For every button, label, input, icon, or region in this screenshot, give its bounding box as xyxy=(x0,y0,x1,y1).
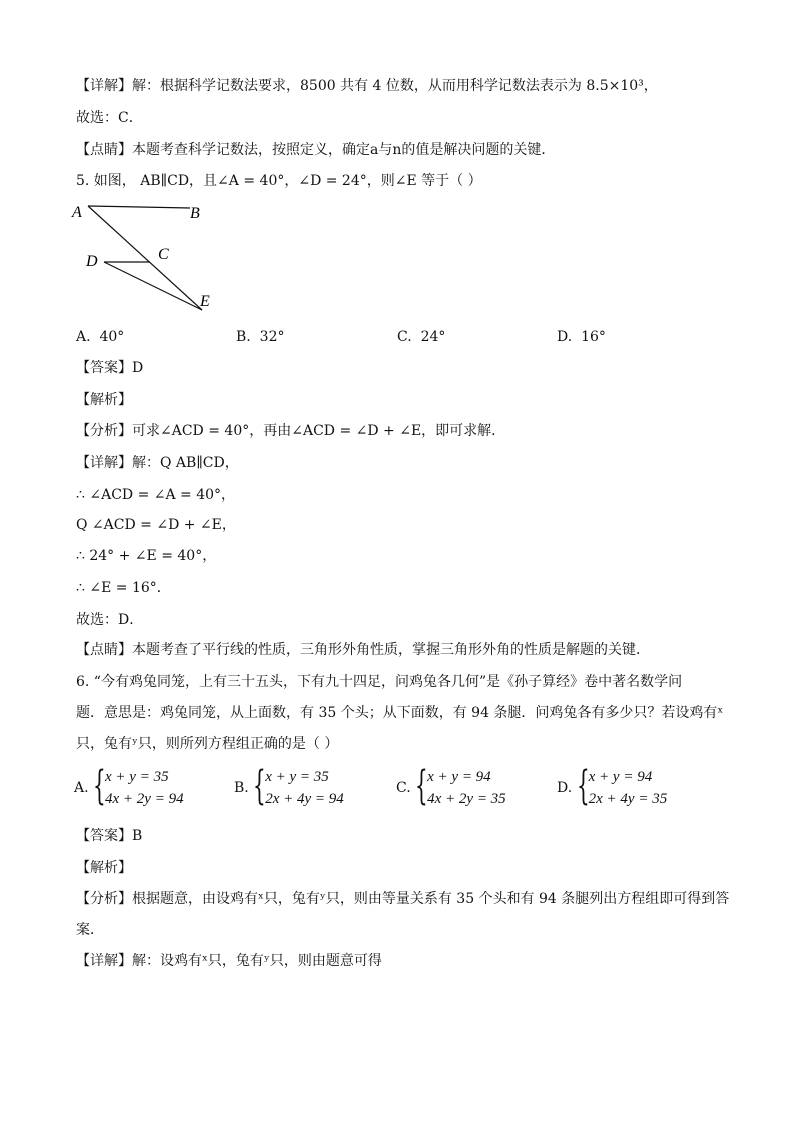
point-label-c: C xyxy=(158,246,169,263)
q5-stem: 5. 如图， AB∥CD，且∠A = 40°，∠D = 24°，则∠E 等于（ ） xyxy=(76,173,482,189)
line-11: ∴ 24° + ∠E = 40°， xyxy=(76,548,217,564)
q5-option-a xyxy=(76,327,124,347)
q5-option-b xyxy=(236,327,284,347)
q5-option-d xyxy=(557,327,606,347)
equation-system xyxy=(93,763,184,810)
equation-system xyxy=(415,763,506,810)
line-6: 【解析】 xyxy=(76,392,132,408)
line-21: 案． xyxy=(76,922,104,938)
option-value: 24° xyxy=(420,329,446,345)
q6-option-a xyxy=(74,763,184,810)
line-7: 【分析】可求∠ACD = 40°，再由∠ACD = ∠D + ∠E，即可求解． xyxy=(76,423,506,439)
option-label: B. xyxy=(234,780,249,796)
segment-de xyxy=(104,262,202,310)
q6-option-b xyxy=(234,763,344,810)
brace-icon: { xyxy=(93,763,106,809)
line-2: 故选：C． xyxy=(76,110,143,126)
q5-option-c xyxy=(397,327,445,347)
brace-icon: { xyxy=(576,763,590,809)
segment-ab xyxy=(88,206,190,208)
line-1: 【详解】解：根据科学记数法要求，8500 共有 4 位数，从而用科学记数法表示为 8.5×10³， xyxy=(76,78,658,94)
equation-2: 2x + 4y = 94 xyxy=(265,791,344,807)
point-label-e: E xyxy=(200,293,210,310)
line-18: 【答案】B xyxy=(76,828,143,844)
equation-1: x + y = 94 xyxy=(427,769,491,785)
point-label-d: D xyxy=(86,253,98,270)
option-label: C. xyxy=(396,780,411,796)
point-label-a: A xyxy=(72,204,82,221)
equation-2: 4x + 2y = 94 xyxy=(105,791,184,807)
line-3: 【点睛】本题考查科学记数法，按照定义，确定a与n的值是解决问题的关键． xyxy=(76,142,556,158)
equation-1: x + y = 94 xyxy=(588,769,653,785)
option-value: 16° xyxy=(581,329,606,345)
line-13: 故选：D． xyxy=(76,612,144,628)
point-label-b: B xyxy=(190,205,200,222)
equation-2: 2x + 4y = 35 xyxy=(588,791,668,807)
option-label: B. xyxy=(236,329,251,345)
equation-system xyxy=(576,763,668,810)
q6-option-c xyxy=(396,763,506,810)
option-label: C. xyxy=(397,329,412,345)
q6-stem-3: 只，兔有ʸ只，则所列方程组正确的是（ ） xyxy=(76,736,339,752)
option-label: D. xyxy=(557,780,573,796)
option-label: D. xyxy=(557,329,573,345)
segment-ae xyxy=(88,206,202,310)
option-label: A. xyxy=(76,329,91,345)
q6-option-d xyxy=(557,763,668,810)
equation-1: x + y = 35 xyxy=(265,769,329,785)
option-value: 32° xyxy=(259,329,285,345)
equation-2: 4x + 2y = 35 xyxy=(427,791,506,807)
q6-stem-2: 题．意思是：鸡兔同笼，从上面数，有 35 个头；从下面数，有 94 条腿．问鸡兔各有多少只？若设鸡有ˣ xyxy=(76,705,724,721)
line-22: 【详解】解：设鸡有ˣ只，兔有ʸ只，则由题意可得 xyxy=(76,953,382,969)
line-8: 【详解】解：Q AB∥CD， xyxy=(76,455,239,471)
line-19: 【解析】 xyxy=(76,860,132,876)
option-value: 40° xyxy=(99,329,125,345)
line-14: 【点睛】本题考查了平行线的性质，三角形外角性质，掌握三角形外角的性质是解题的关键． xyxy=(76,642,650,658)
equation-system xyxy=(253,763,344,810)
brace-icon: { xyxy=(253,763,266,809)
line-5: 【答案】D xyxy=(76,360,144,376)
line-10: Q ∠ACD = ∠D + ∠E， xyxy=(76,517,236,533)
line-9: ∴ ∠ACD = ∠A = 40°， xyxy=(76,487,236,503)
geometry-figure xyxy=(70,196,220,316)
q6-stem-1: 6. “今有鸡兔同笼，上有三十五头，下有九十四足，问鸡兔各几何”是《孙子算经》卷中著名数学问 xyxy=(76,674,683,690)
brace-icon: { xyxy=(415,763,428,809)
equation-1: x + y = 35 xyxy=(105,769,169,785)
option-label: A. xyxy=(74,780,89,796)
line-12: ∴ ∠E = 16°． xyxy=(76,580,171,596)
line-20: 【分析】根据题意，由设鸡有ˣ只，兔有ʸ只，则由等量关系有 35 个头和有 94 条腿列出方程组即可得到答 xyxy=(76,891,730,907)
